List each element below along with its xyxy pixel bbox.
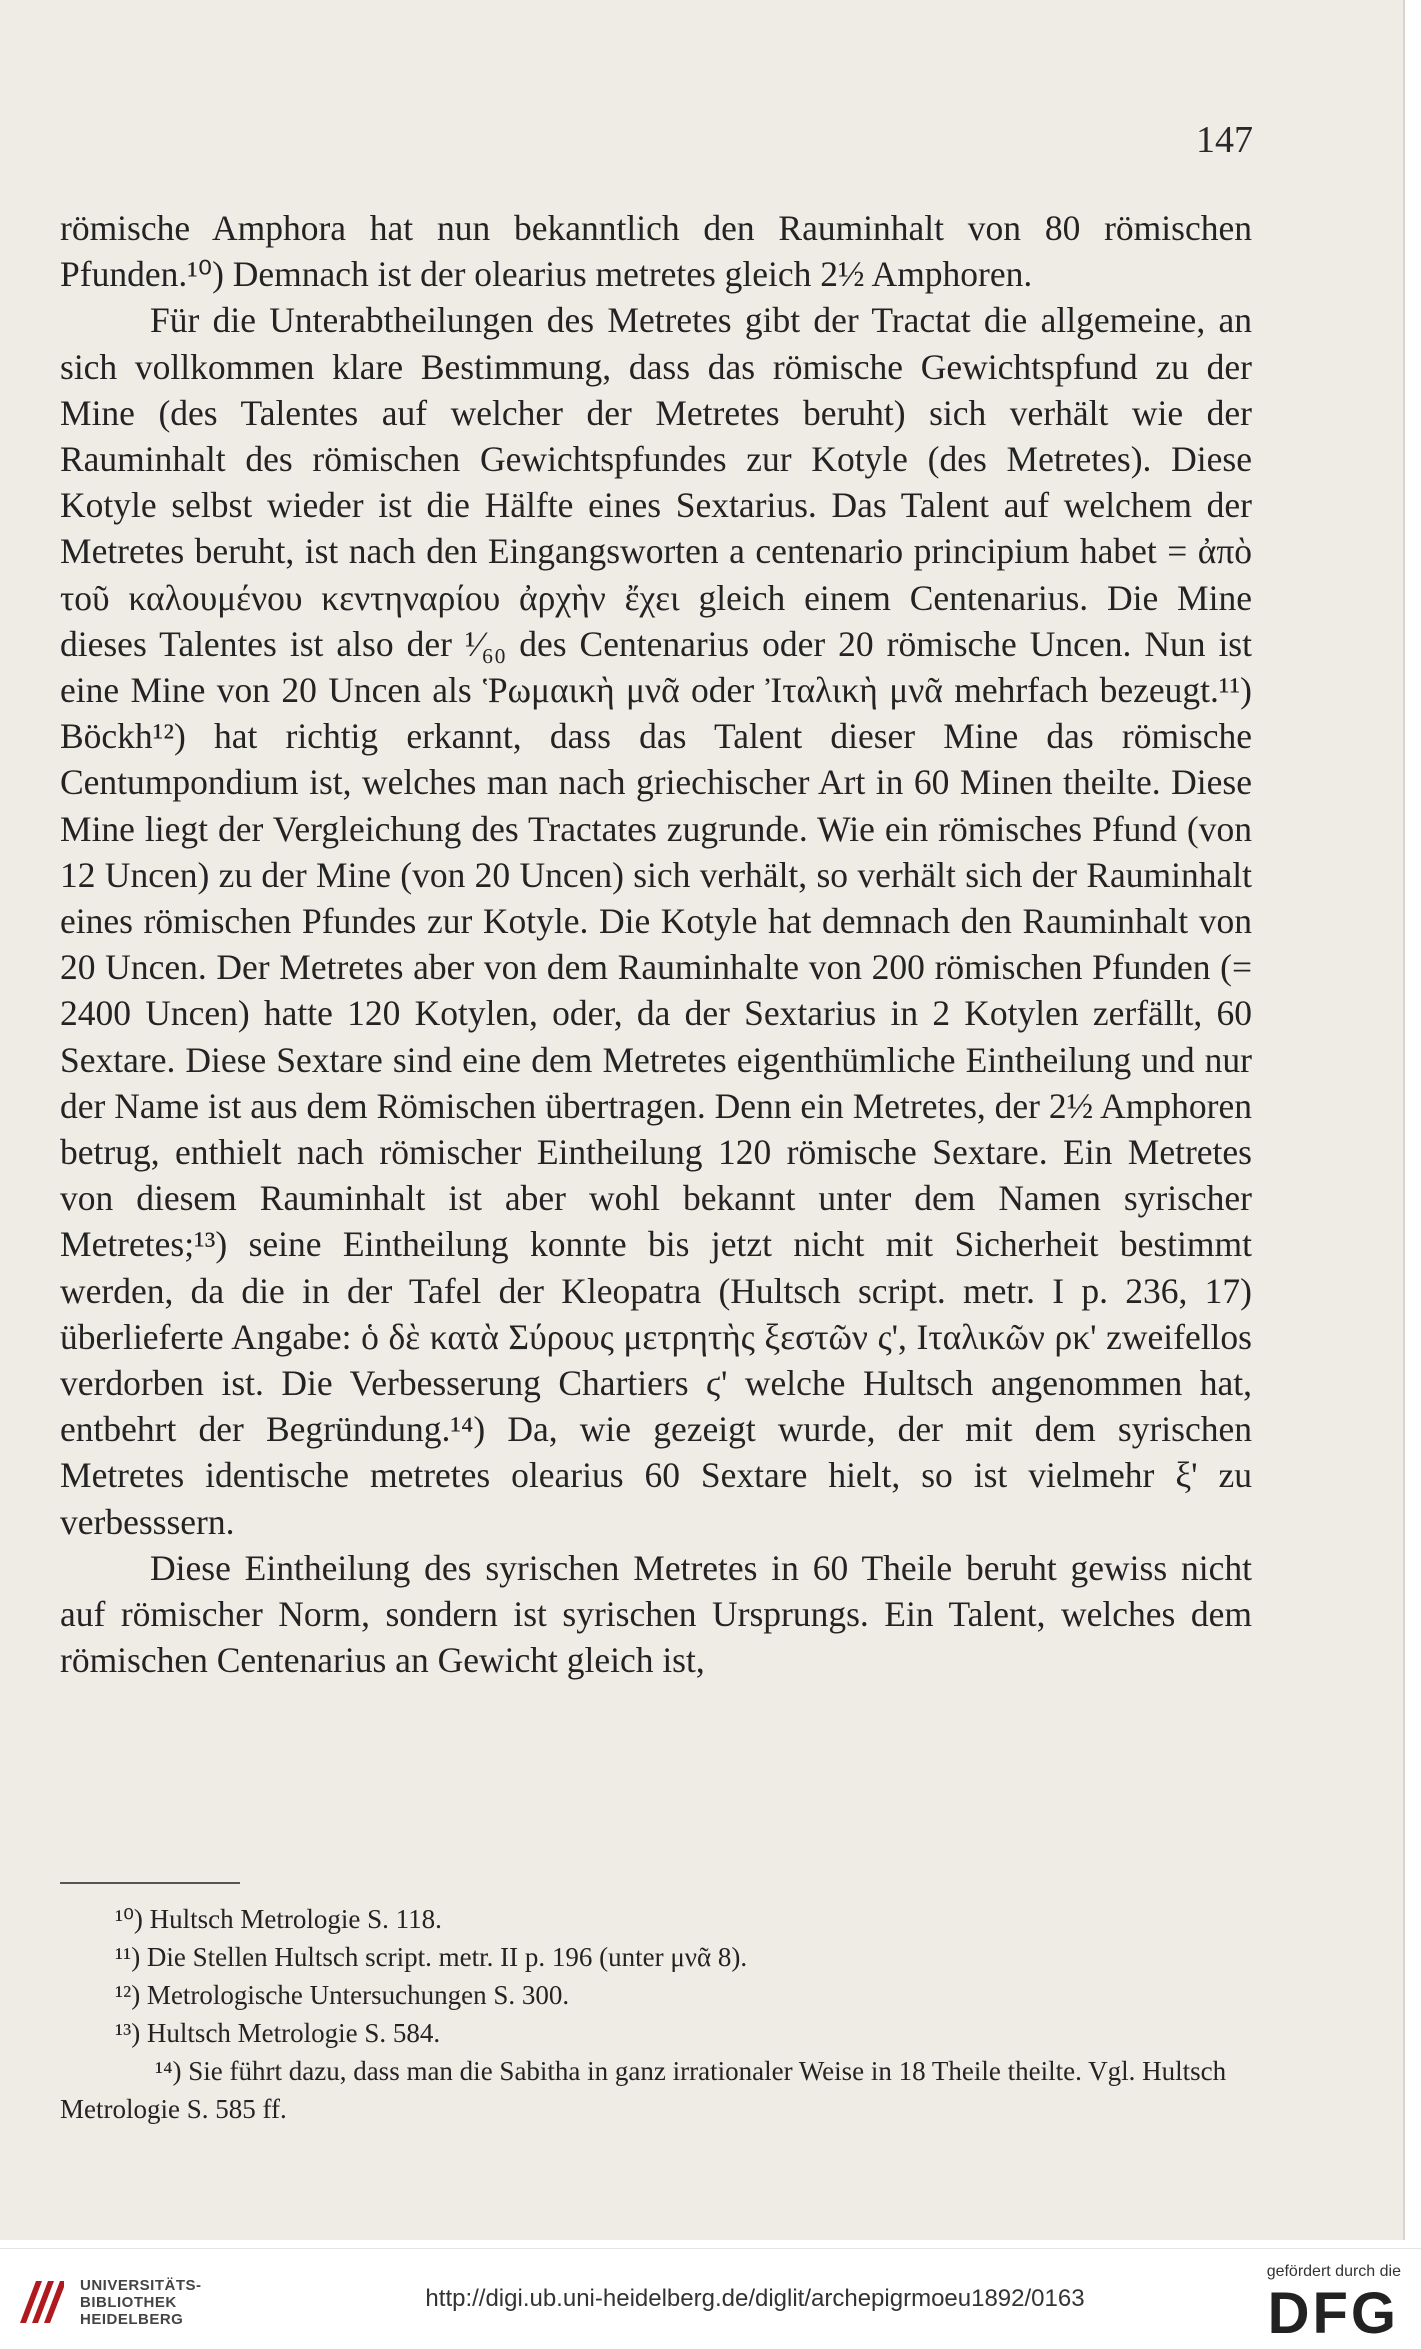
footnote: ¹³) Hultsch Metrologie S. 584. xyxy=(115,2018,441,2048)
dfg-logo: DFG xyxy=(1267,2281,1399,2346)
funding-caption: gefördert durch die xyxy=(1266,2263,1401,2280)
viewer-footer xyxy=(0,2248,1421,2349)
library-name-line: UNIVERSITÄTS- xyxy=(80,2277,202,2294)
footnote: ¹²) Metrologische Untersuchungen S. 300. xyxy=(115,1980,570,2010)
footnote-divider xyxy=(60,1882,240,1884)
footnote: ¹¹) Die Stellen Hultsch script. metr. II p. 196 (unter μνᾶ 8). xyxy=(115,1942,748,1972)
paragraph: Für die Unterabtheilungen des Metretes gibt der Tractat die allgemeine, an sich vollkommen klare Bestimmung, dass das römische Gewichtspfund zu der Mine (des Talentes auf welcher der Metretes beruht) sich verhält wie der Rauminhalt des römischen Gewichtspfundes zur Kotyle (des Metretes). Diese Kotyle selbst wieder ist die Hälfte eines Sextarius. Das Talent auf welchem der Metretes beruht, ist nach den Eingangsworten a centenario principium habet = ἀπὸ τοῦ καλουμένου κεντηναρίου ἀρχὴν ἔχει gleich einem Centenarius. Die Mine dieses Talentes ist also der ¹⁄₆₀ des Centenarius oder 20 römische Uncen. Nun ist eine Mine von 20 Uncen als Ῥωμαικὴ μνᾶ oder Ἰταλικὴ μνᾶ mehrfach bezeugt.¹¹) Böckh¹²) hat richtig erkannt, dass das Talent dieser Mine das römische Centumpondium ist, welches man nach griechischer Art in 60 Minen theilte. Diese Mine liegt der Vergleichung des Tractates zugrunde. Wie ein römisches Pfund (von 12 Uncen) zu der Mine (von 20 Uncen) sich verhält, so verhält sich der Rauminhalt eines römischen Pfundes zur Kotyle. Die Kotyle hat demnach den Rauminhalt von 20 Uncen. Der Metretes aber von dem Rauminhalte von 200 römischen Pfunden (= 2400 Uncen) hatte 120 Kotylen, oder, da der Sextarius in 2 Kotylen zerfällt, 60 Sextare. Diese Sextare sind eine dem Metretes eigenthümliche Eintheilung und nur der Name ist aus dem Römischen übertragen. Denn ein Metretes, der 2½ Amphoren betrug, enthielt nach römischer Eintheilung 120 römische Sextare. Ein Metretes von diesem Rauminhalt ist aber wohl bekannt unter dem Namen syrischer Metretes;¹³) seine Eintheilung konnte bis jetzt nicht mit Sicherheit bestimmt werden, da die in der Tafel der Kleopatra (Hultsch script. metr. I p. 236, 17) überlieferte Angabe: ὁ δὲ κατὰ Σύρους μετρητὴς ξεστῶν ς', Ιταλικῶν ρκ' zweifellos verdorben ist. Die Verbesserung Chartiers ϛ' welche Hultsch angenommen hat, entbehrt der Begründung.¹⁴) Da, wie gezeigt wurde, der mit dem syrischen Metretes identische metretes olearius 60 Sextare hielt, so ist vielmehr ξ' zu verbesssern. xyxy=(60,300,1252,1542)
paragraph: römische Amphora hat nun bekanntlich den Rauminhalt von 80 römischen Pfunden.¹⁰) Demnach ist der olearius metretes gleich 2½ Amphoren. xyxy=(60,208,1252,295)
body-text xyxy=(60,205,1252,1684)
library-name-line: BIBLIOTHEK xyxy=(80,2294,177,2311)
page-number: 147 xyxy=(1196,119,1253,161)
footnote: ¹⁰) Hultsch Metrologie S. 118. xyxy=(115,1904,442,1934)
library-logo-icon xyxy=(16,2273,66,2329)
footnotes xyxy=(60,1900,1252,2128)
permalink-url[interactable]: http://digi.ub.uni-heidelberg.de/diglit/archepigrmoeu1892/0163 xyxy=(425,2285,1085,2312)
library-name-line: HEIDELBERG xyxy=(80,2311,184,2328)
footnote: ¹⁴) Sie führt dazu, dass man die Sabitha in ganz irrationaler Weise in 18 Theile theilte. Vgl. Hultsch Metrologie S. 585 ff. xyxy=(60,2056,1227,2124)
paragraph: Diese Eintheilung des syrischen Metretes in 60 Theile beruht gewiss nicht auf römischer Norm, sondern ist syrischen Ursprungs. Ein Talent, welches dem römischen Centenarius an Gewicht gleich ist, xyxy=(60,1547,1252,1681)
library-name xyxy=(80,2277,202,2328)
